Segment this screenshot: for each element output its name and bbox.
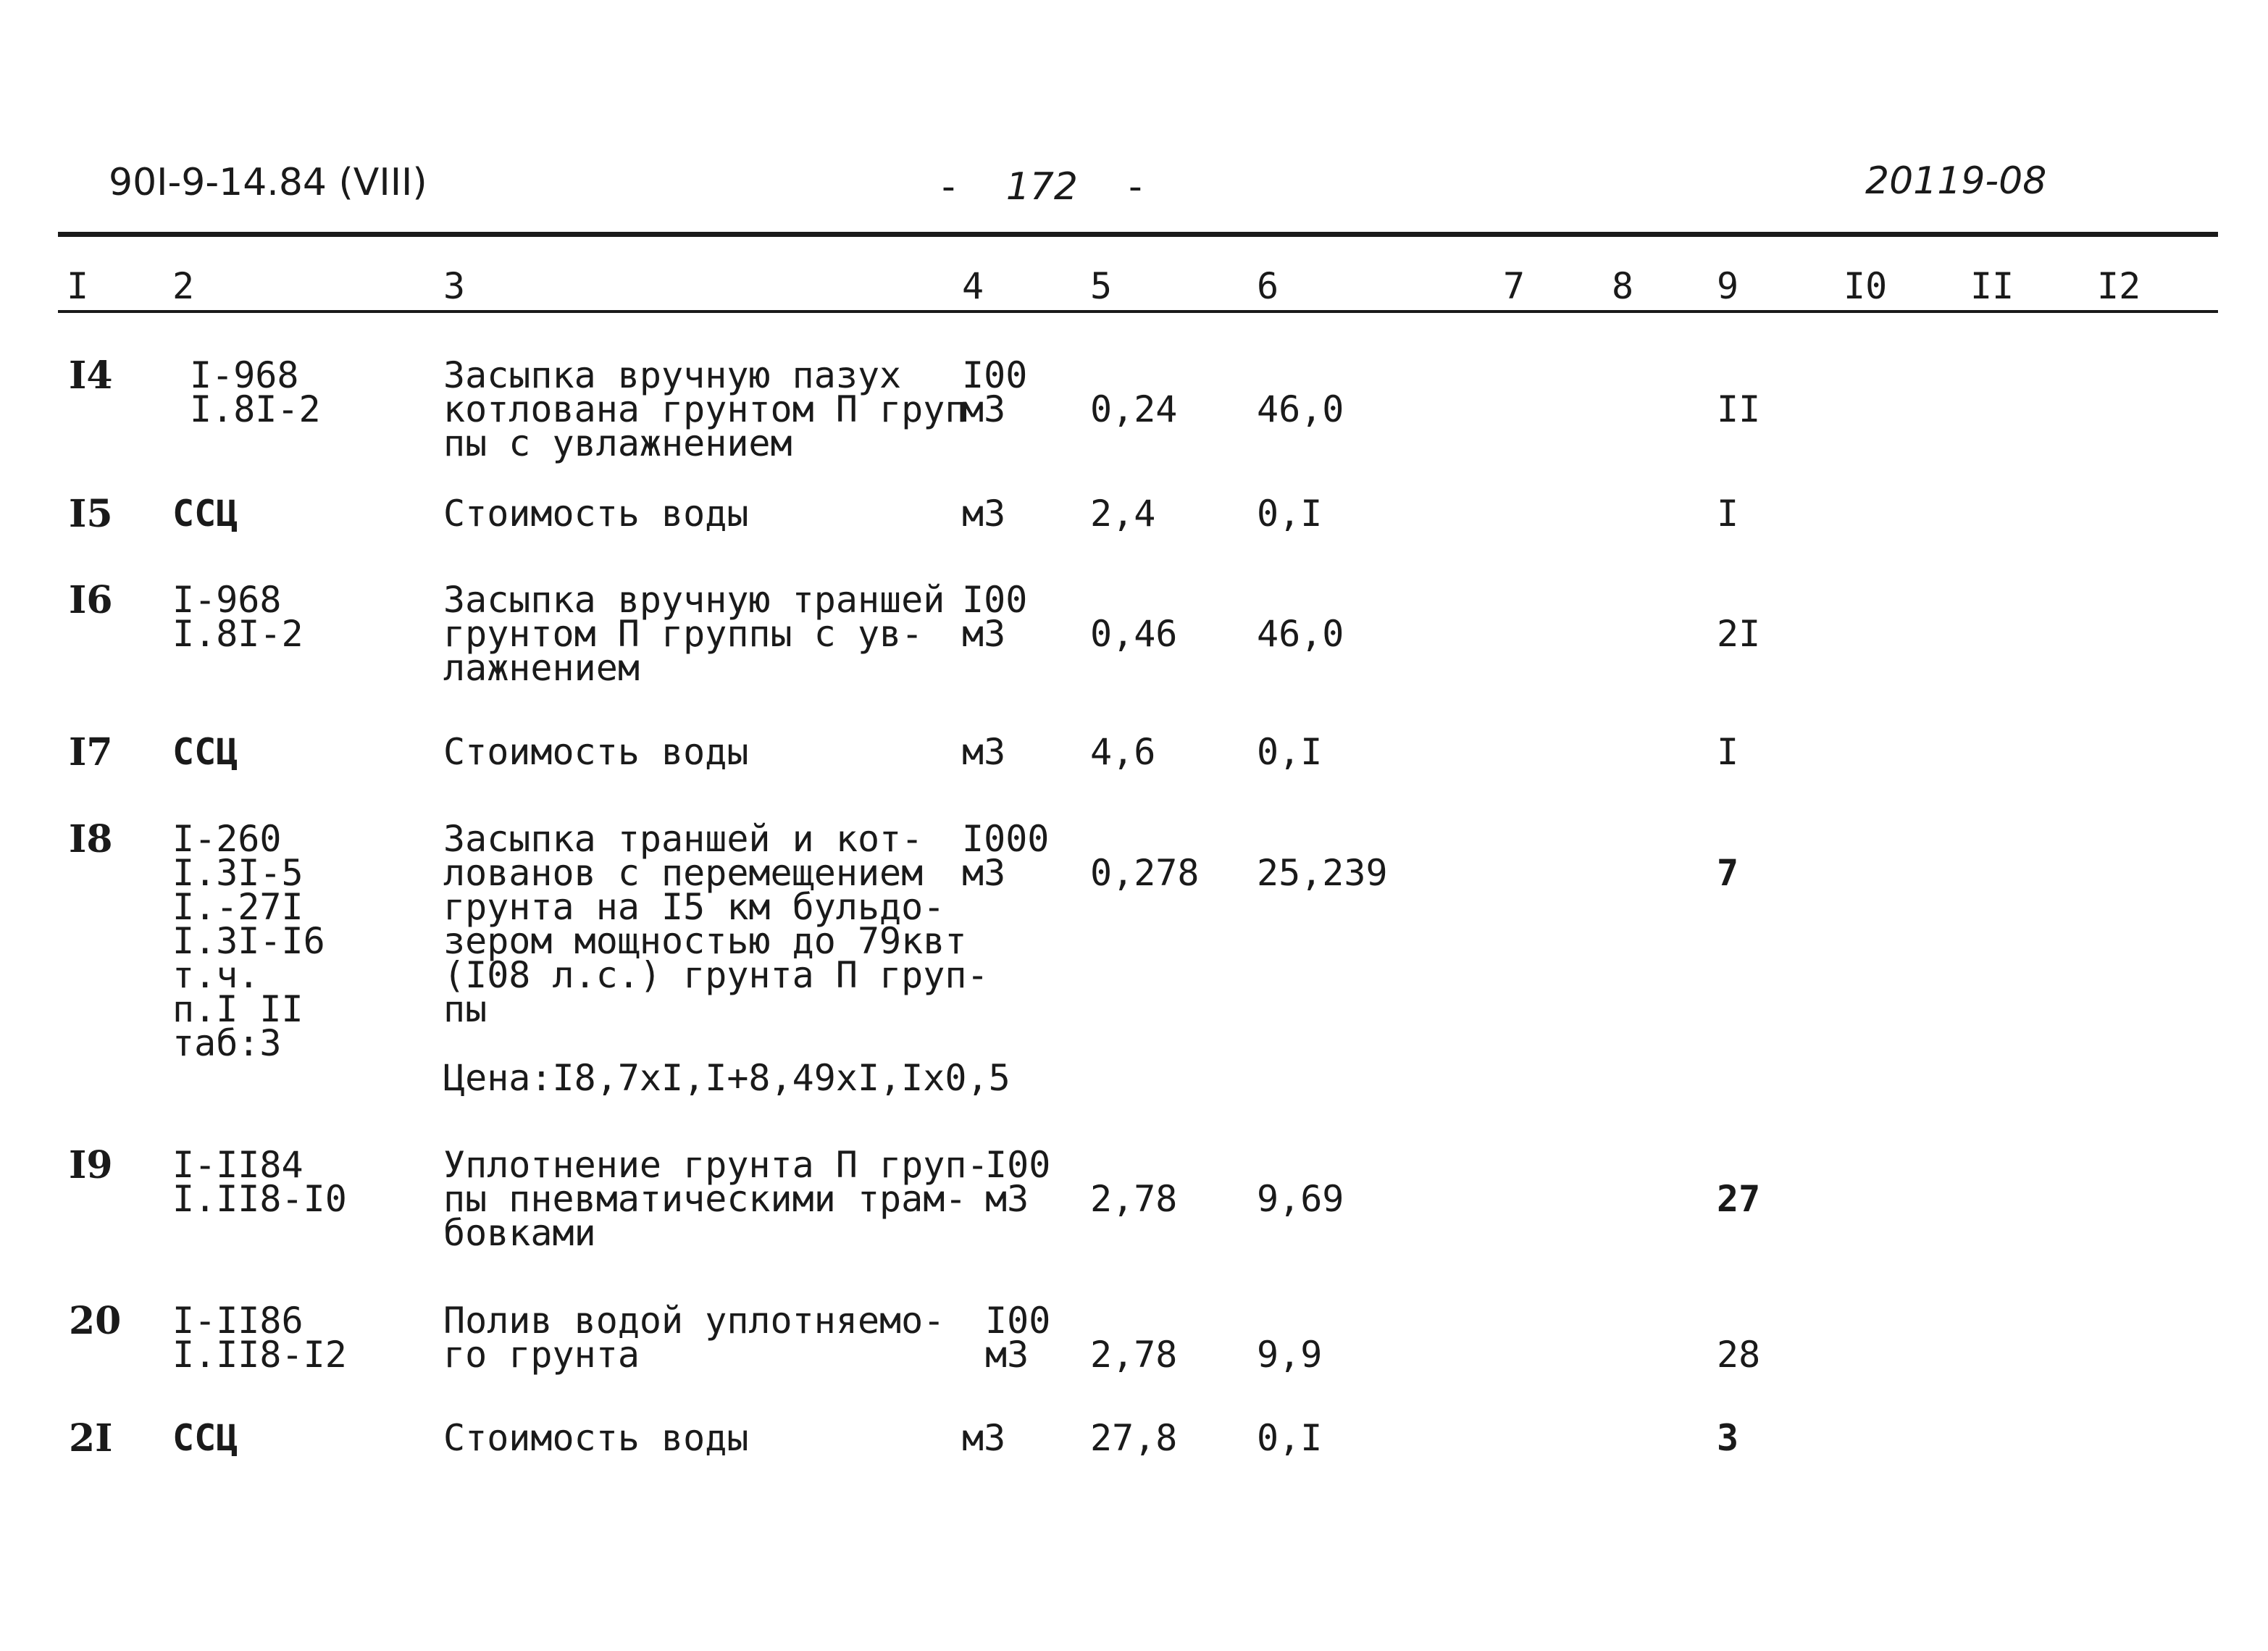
page-number-block xyxy=(942,165,1142,209)
column-number: 8 xyxy=(1612,265,1634,307)
work-description: Засыпка вручную пазух котлована грунтом П груп пы с увлажнением xyxy=(443,354,967,464)
row-number: I9 xyxy=(69,1143,113,1187)
norm-code: ССЦ xyxy=(172,1417,238,1459)
quantity: 0,278 xyxy=(1090,852,1200,894)
unit-price: 46,0 xyxy=(1257,388,1344,430)
quantity: 0,46 xyxy=(1090,613,1178,655)
row-number: I7 xyxy=(69,730,113,774)
column-header-rule xyxy=(58,310,2218,313)
page-number: 172 xyxy=(1005,165,1079,209)
unit: м3 xyxy=(962,731,1006,773)
column-9-value: 27 xyxy=(1717,1178,1761,1220)
column-number: 2 xyxy=(172,265,195,307)
column-9-value: 2I xyxy=(1717,613,1761,655)
unit-price: 0,I xyxy=(1257,1417,1323,1459)
column-9-value: II xyxy=(1717,388,1761,430)
quantity: 2,4 xyxy=(1090,493,1156,535)
row-number: I5 xyxy=(69,492,113,536)
norm-code: I-260 I.3I-5 I.-27I I.3I-I6 т.ч. п.I II таб:3 xyxy=(172,818,325,1064)
unit-price: 0,I xyxy=(1257,493,1323,535)
column-9-value: I xyxy=(1717,493,1739,535)
work-description: Засыпка вручную траншей грунтом П группы с ув- лажнением xyxy=(443,579,945,689)
norm-code: ССЦ xyxy=(172,493,238,535)
unit: м3 xyxy=(962,1417,1006,1459)
row-number: I4 xyxy=(69,354,113,398)
norm-code: I-II86 I.II8-I2 xyxy=(172,1300,347,1376)
page-dash-right: - xyxy=(1129,165,1142,209)
row-number: I6 xyxy=(69,578,113,622)
column-number: 3 xyxy=(443,265,466,307)
unit: I00 м3 xyxy=(985,1300,1051,1376)
top-rule xyxy=(58,232,2218,237)
norm-code: ССЦ xyxy=(172,731,238,773)
column-number: 9 xyxy=(1717,265,1739,307)
column-number: 7 xyxy=(1503,265,1526,307)
column-number: I2 xyxy=(2097,265,2141,307)
unit: I000 м3 xyxy=(962,818,1050,894)
document-code: 90I-9-14.84 (VIII) xyxy=(109,161,427,204)
column-9-value: I xyxy=(1717,731,1739,773)
quantity: 0,24 xyxy=(1090,388,1178,430)
unit-price: 9,69 xyxy=(1257,1178,1344,1220)
unit: I00 м3 xyxy=(962,354,1028,430)
work-description: Стоимость воды xyxy=(443,493,749,535)
column-9-value: 7 xyxy=(1717,852,1739,894)
work-description: Полив водой уплотняемо- го грунта xyxy=(443,1300,945,1376)
quantity: 27,8 xyxy=(1090,1417,1178,1459)
row-number: 20 xyxy=(69,1299,122,1343)
unit: I00 м3 xyxy=(985,1144,1051,1220)
work-description: Стоимость воды xyxy=(443,1417,749,1459)
column-number: I xyxy=(67,265,89,307)
quantity: 4,6 xyxy=(1090,731,1156,773)
unit-price: 46,0 xyxy=(1257,613,1344,655)
column-9-value: 3 xyxy=(1717,1417,1739,1459)
page-dash-left: - xyxy=(942,165,955,209)
column-9-value: 28 xyxy=(1717,1334,1761,1376)
column-number: 6 xyxy=(1257,265,1279,307)
quantity: 2,78 xyxy=(1090,1178,1178,1220)
column-number: I0 xyxy=(1844,265,1888,307)
unit-price: 25,239 xyxy=(1257,852,1388,894)
work-description: Засыпка траншей и кот- лованов с перемещением грунта на I5 км бульдо- зером мощностью до 79квт (I08 л.с.) грунта П груп- пы xyxy=(443,818,989,1030)
norm-code: I-II84 I.II8-I0 xyxy=(172,1144,347,1220)
sheet-code: 20119-08 xyxy=(1865,159,2047,203)
work-description: Стоимость воды xyxy=(443,731,749,773)
price-formula: Цена:I8,7xI,I+8,49xI,Ix0,5 xyxy=(443,1057,1010,1099)
unit-price: 9,9 xyxy=(1257,1334,1323,1376)
norm-code: I-968 I.8I-2 xyxy=(172,579,304,655)
row-number: I8 xyxy=(69,817,113,861)
unit: м3 xyxy=(962,493,1006,535)
work-description: Уплотнение грунта П груп- пы пневматическими трам- бовками xyxy=(443,1144,989,1254)
column-number: 5 xyxy=(1090,265,1113,307)
unit: I00 м3 xyxy=(962,579,1028,655)
column-number: II xyxy=(1970,265,2014,307)
column-number: 4 xyxy=(962,265,984,307)
row-number: 2I xyxy=(69,1416,113,1460)
unit-price: 0,I xyxy=(1257,731,1323,773)
norm-code: I-968 I.8I-2 xyxy=(190,354,321,430)
quantity: 2,78 xyxy=(1090,1334,1178,1376)
